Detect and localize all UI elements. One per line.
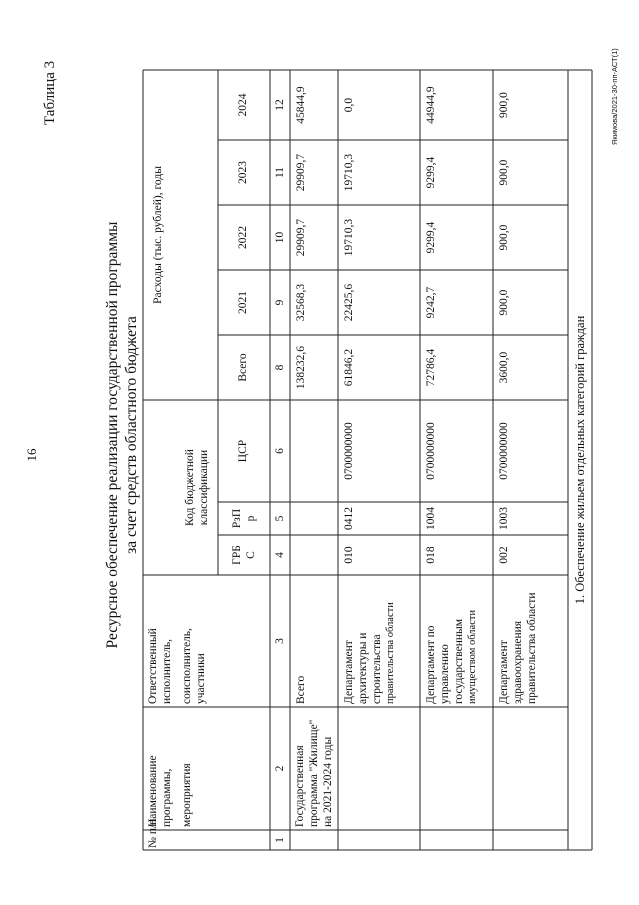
cell-2024: 900,0 (498, 92, 510, 118)
program-name-line-1: Государственная (294, 745, 306, 827)
table-title-line-2: за счет средств областного бюджета (123, 316, 140, 554)
column-number: 3 (274, 638, 286, 644)
cell-2023: 9299,4 (425, 156, 437, 189)
column-number: 9 (274, 299, 286, 306)
cell-rzpr: 1004 (425, 507, 437, 530)
cell-2024: 45844,9 (295, 86, 307, 124)
cell-2022: 19710,3 (343, 218, 355, 257)
header-code-line-1: Код бюджетной (184, 449, 196, 526)
header-rzpr-line-2: р (245, 515, 257, 522)
document-id: Якимова/2021-30-пп-АСТ(1) (610, 48, 619, 145)
column-number: 5 (274, 515, 286, 522)
header-resp-line-4: участники (195, 653, 207, 704)
header-resp-line-2: исполнитель, (161, 638, 173, 704)
cell-total: 3600,0 (498, 351, 510, 384)
cell-2021: 9242,7 (425, 286, 437, 319)
column-number: 1 (274, 837, 286, 843)
row-responsible: Департамент по (425, 625, 437, 704)
row-responsible: государственным (453, 618, 465, 704)
cell-2022: 29909,7 (295, 218, 307, 257)
header-grbs-line-1: ГРБ (231, 545, 243, 565)
cell-2024: 44944,9 (425, 86, 437, 124)
column-number: 10 (274, 231, 286, 244)
row-responsible: правительства области (526, 592, 538, 704)
cell-2023: 900,0 (498, 159, 510, 186)
column-number: 11 (274, 166, 286, 179)
header-expenses: Расходы (тыс. рублей), годы (152, 166, 164, 304)
row-responsible: управлению (439, 644, 451, 704)
cell-rzpr: 0412 (343, 507, 355, 530)
table-label: Таблица 3 (42, 60, 58, 125)
cell-2021: 32568,3 (295, 283, 307, 322)
cell-total: 72786,4 (425, 348, 437, 387)
header-resp-line-1: Ответственный (147, 628, 159, 704)
column-number: 4 (274, 552, 286, 558)
header-name-line-1: Наименование (147, 755, 159, 827)
header-2021: 2021 (237, 291, 249, 314)
header-total: Всего (237, 353, 249, 382)
header-resp-line-3: соисполнитель, (181, 628, 193, 704)
cell-2021: 22425,6 (343, 283, 355, 322)
cell-rzpr: 1003 (498, 507, 510, 530)
header-num: № п/п (147, 818, 159, 848)
header-2022: 2022 (237, 226, 249, 249)
cell-total: 138232,6 (295, 345, 307, 390)
row-responsible: строительства (371, 634, 383, 704)
column-number: 8 (274, 364, 286, 371)
header-name-line-2: программы, (161, 768, 173, 827)
column-number: 12 (274, 99, 286, 111)
cell-csr: 0700000000 (425, 422, 437, 480)
cell-grbs: 002 (498, 546, 510, 564)
cell-grbs: 018 (425, 546, 437, 564)
row-responsible: правительства области (385, 602, 396, 704)
program-name-line-2: программа "Жилище" (308, 719, 320, 827)
section-heading: 1. Обеспечение жильем отдельных категорий граждан (573, 315, 587, 605)
header-code-line-2: классификации (198, 449, 210, 526)
row-responsible: Департамент (343, 640, 355, 704)
row-responsible: архитектуры и (357, 632, 369, 704)
column-number: 6 (274, 448, 286, 454)
cell-2021: 900,0 (498, 289, 510, 316)
column-number: 2 (274, 765, 286, 772)
cell-2023: 29909,7 (295, 153, 307, 192)
row-responsible: имуществом области (467, 609, 478, 704)
cell-2023: 19710,3 (343, 153, 355, 192)
cell-2022: 900,0 (498, 224, 510, 251)
cell-csr: 0700000000 (498, 422, 510, 480)
header-name-line-3: мероприятия (181, 763, 193, 827)
cell-2022: 9299,4 (425, 221, 437, 254)
row-responsible: здравоохранения (512, 620, 524, 704)
table-title-line-1: Ресурсное обеспечение реализации государственной программы (104, 221, 121, 649)
cell-csr: 0700000000 (343, 422, 355, 480)
row-responsible: Департамент (498, 640, 510, 704)
row-responsible: Всего (295, 675, 307, 704)
header-grbs-line-2: С (245, 551, 257, 559)
cell-2024: 0,0 (343, 97, 355, 113)
header-2024: 2024 (237, 93, 249, 117)
program-name-line-3: на 2021-2024 годы (322, 736, 334, 827)
header-rzpr-line-1: РзП (231, 508, 243, 529)
page-number: 16 (24, 448, 39, 462)
cell-total: 61846,2 (343, 348, 355, 387)
header-2023: 2023 (237, 161, 249, 184)
header-csr: ЦСР (237, 439, 249, 463)
cell-grbs: 010 (343, 546, 355, 564)
